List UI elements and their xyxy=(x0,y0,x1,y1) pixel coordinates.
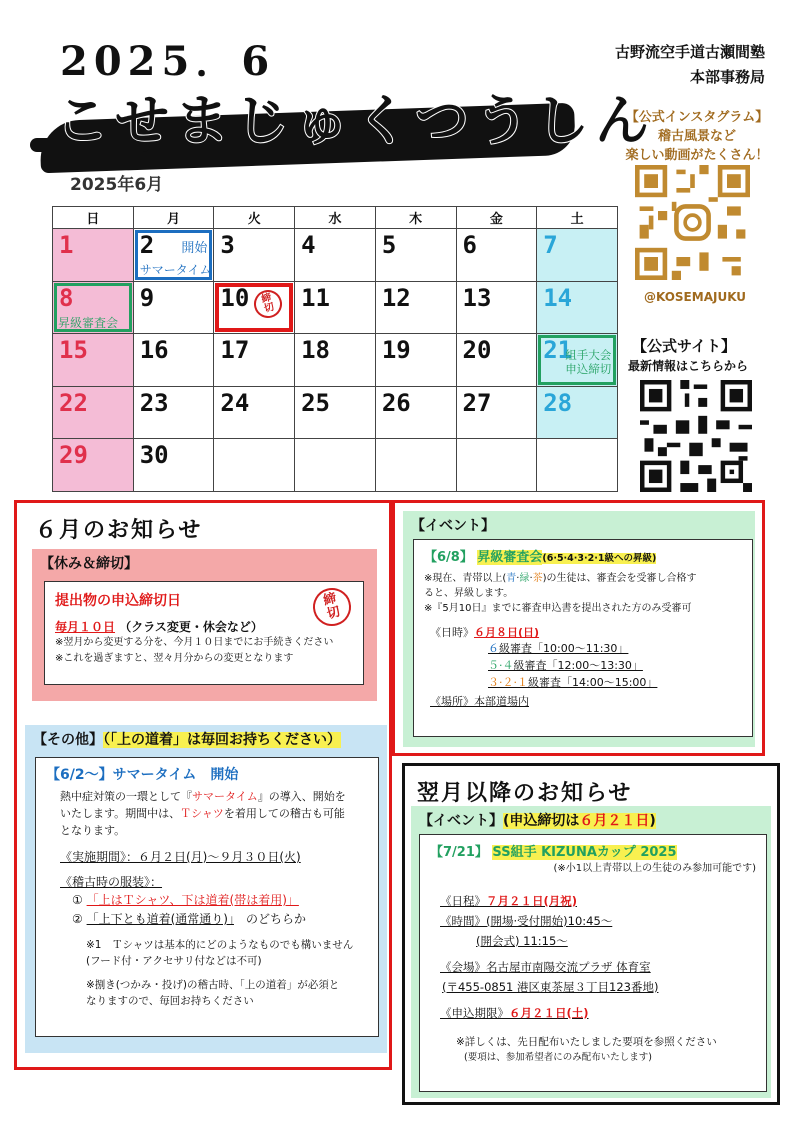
exam-body: ※現在、青帯以上(青·緑·茶)の生徒は、審査会を受審し合格す ると、昇級します。 ※『5月10日』までに審査申込書を提出された方のみ受審可 xyxy=(424,573,697,614)
instagram-qr-code[interactable] xyxy=(635,165,750,280)
deadline-card xyxy=(44,581,364,685)
tournament-deadline-label: 組手大会 申込締切 xyxy=(565,348,612,376)
deadline-paren: （クラス変更・休会など） xyxy=(119,620,263,634)
calendar-month-label: 2025年6月 xyxy=(70,175,164,195)
calendar-day: 30 xyxy=(133,439,214,492)
other-section xyxy=(25,725,387,1053)
org-line-2: 本部事務局 xyxy=(689,68,765,86)
instagram-sub-1: 稽古風景など xyxy=(657,129,736,144)
wear-title: 《稽古時の服装》： xyxy=(60,875,163,889)
event-section xyxy=(403,511,755,747)
kizuna-heading: 【7/21】 SS組手 KIZUNAカップ 2025 xyxy=(430,845,677,860)
weekday-sun: 日 xyxy=(53,207,134,229)
calendar-day-promotion-exam: 8 昇級審査会 xyxy=(53,281,134,334)
exam-date: 《日時》６月８日(日) xyxy=(430,626,540,639)
calendar-day: 5 xyxy=(375,229,456,282)
june-notice-title: ６月のお知らせ xyxy=(35,518,203,543)
calendar-day: 28 xyxy=(537,386,618,439)
instagram-sub-2: 楽しい動画がたくさん！ xyxy=(625,148,769,163)
organization-name xyxy=(615,40,765,90)
future-notice-title: 翌月以降のお知らせ xyxy=(417,781,633,806)
calendar-day: 4 xyxy=(295,229,376,282)
calendar-day: 3 xyxy=(214,229,295,282)
wear-option-1: ① 「上はＴシャツ、下は道着(帯は着用)」 xyxy=(72,893,299,907)
weekday-mon: 月 xyxy=(133,207,214,229)
calendar-day: 18 xyxy=(295,334,376,387)
official-site-qr-code[interactable] xyxy=(640,380,752,492)
issue-year-month: 2025．6 xyxy=(60,38,276,85)
exam-slots: ６級審査「10:00〜11:30」 ５·４級審査「12:00〜13:30」 ３·２·１級審査「14:00〜15:00」 xyxy=(488,642,658,689)
calendar-day: 23 xyxy=(133,386,214,439)
instagram-title: 【公式インスタグラム】 xyxy=(625,110,769,125)
kizuna-footer: ※詳しくは、先日配布いたしました要項を参照ください (要項は、参加希望者にのみ配布いたします) xyxy=(456,1036,717,1063)
kizuna-details: 《日程》７月２１日(月祝) 《時間》(開場·受付開始)10:45〜 (開会式) 11:15〜 《会場》名古屋市南陽交流プラザ 体育室 (〒455-0851 港区東茶屋３丁目123番地) 《申込期限》６月２１日(土) xyxy=(440,894,659,1020)
kizuna-cup-card xyxy=(419,834,767,1092)
calendar-day xyxy=(295,439,376,492)
calendar-week xyxy=(53,386,618,439)
deadline-note-1: ※翌月から変更する分を、今月１０日までにお手続きください xyxy=(55,637,334,648)
deadline-line xyxy=(55,618,353,635)
calendar-week xyxy=(53,281,618,334)
june-notice-panel xyxy=(14,500,392,1070)
weekday-fri: 金 xyxy=(456,207,537,229)
deadline-stamp: 締 切 xyxy=(251,286,285,320)
summertime-period: 《実施期間》：６月２日(月)〜９月３０日(火) xyxy=(60,850,301,864)
calendar-day: 27 xyxy=(456,386,537,439)
wear-note-2: ※捌き(つかみ・投げ)の稽古時、「上の道着」が必須と なりますので、毎回お持ちください xyxy=(86,979,340,1007)
wear-option-2: ② 「上下とも道着(通常通り)」 のどちらか xyxy=(72,912,306,926)
instagram-promo xyxy=(602,108,792,165)
calendar-week xyxy=(53,439,618,492)
other-bar xyxy=(25,725,387,753)
instagram-handle: @KOSEMAJUKU xyxy=(643,290,747,304)
calendar-week xyxy=(53,334,618,387)
calendar-day: 17 xyxy=(214,334,295,387)
calendar-day: 22 xyxy=(53,386,134,439)
event-panel xyxy=(392,500,765,756)
other-bar-highlight: （「上の道着」は毎回お持ちください） xyxy=(103,732,341,748)
calendar-week xyxy=(53,229,618,282)
calendar-day: 1 xyxy=(53,229,134,282)
calendar-day: 26 xyxy=(375,386,456,439)
deadline-title: 提出物の申込締切日 xyxy=(55,593,181,609)
other-bar-label: 【その他】 xyxy=(33,732,103,748)
summertime-start-label: 開始 xyxy=(181,241,208,256)
weekday-header-row xyxy=(53,207,618,229)
calendar-day: 24 xyxy=(214,386,295,439)
calendar-day-deadline: 10 締 切 xyxy=(214,281,295,334)
kizuna-eligibility: (※小1以上青帯以上の生徒のみ参加可能です) xyxy=(553,863,756,874)
calendar-day-tournament-deadline: 21 組手大会 申込締切 xyxy=(537,334,618,387)
weekday-wed: 水 xyxy=(295,207,376,229)
calendar-day xyxy=(537,439,618,492)
calendar-day xyxy=(214,439,295,492)
wear-note-1: ※1 Ｔシャツは基本的にどのようなものでも構いません (フード付・アクセサリ付などは不可) xyxy=(86,939,354,967)
summertime-card xyxy=(35,757,379,1037)
exam-heading: 【6/8】 昇級審査会(6·5·4·3·2·1級への昇級) xyxy=(424,550,657,565)
promotion-exam-label: 昇級審査会 xyxy=(58,315,119,330)
calendar-day xyxy=(456,439,537,492)
calendar-day-summertime-start: 2 開始 サマータイム xyxy=(133,229,214,282)
org-line-1: 古野流空手道古瀬間塾 xyxy=(614,43,765,61)
calendar-day xyxy=(375,439,456,492)
newsletter-title: こせまじゅくつうしん xyxy=(55,88,655,152)
calendar-day: 13 xyxy=(456,281,537,334)
promotion-exam-card xyxy=(413,539,753,737)
calendar-day: 12 xyxy=(375,281,456,334)
calendar-day: 14 xyxy=(537,281,618,334)
calendar-day: 29 xyxy=(53,439,134,492)
deadline-day: 毎月１０日 xyxy=(55,620,116,634)
weekday-tue: 火 xyxy=(214,207,295,229)
future-event-bar: 【イベント】(申込締切は６月２１日) xyxy=(419,813,656,829)
weekday-sat: 土 xyxy=(537,207,618,229)
calendar-day: 7 xyxy=(537,229,618,282)
calendar-day: 6 xyxy=(456,229,537,282)
deadline-stamp-large: 締 切 xyxy=(309,584,356,631)
event-bar: 【イベント】 xyxy=(411,518,495,534)
rest-deadline-bar: 【休み＆締切】 xyxy=(40,556,138,572)
official-site-subtitle: 最新情報はこちらから xyxy=(628,359,749,373)
calendar-day: 19 xyxy=(375,334,456,387)
calendar-day: 25 xyxy=(295,386,376,439)
official-site-title: 【公式サイト】 xyxy=(632,337,736,355)
future-event-section xyxy=(411,806,771,1098)
weekday-thu: 木 xyxy=(375,207,456,229)
june-calendar xyxy=(52,206,618,492)
deadline-note-2: ※これを過ぎますと、翌々月分からの変更となります xyxy=(55,653,294,664)
summertime-label: サマータイム xyxy=(139,263,212,277)
future-notice-panel xyxy=(402,763,780,1105)
calendar-day: 9 xyxy=(133,281,214,334)
rest-deadline-section xyxy=(32,549,377,701)
calendar-day: 20 xyxy=(456,334,537,387)
calendar-day: 11 xyxy=(295,281,376,334)
calendar-day: 15 xyxy=(53,334,134,387)
summertime-title: 【6/2〜】サマータイム 開始 xyxy=(46,767,239,783)
calendar-day: 16 xyxy=(133,334,214,387)
summertime-body: 熱中症対策の一環として『サマータイム』の導入、開始を いたします。期間中は、Ｔシャツを着用しての稽古も可能 となります。 xyxy=(60,790,346,837)
exam-place: 《場所》本部道場内 xyxy=(430,695,529,708)
